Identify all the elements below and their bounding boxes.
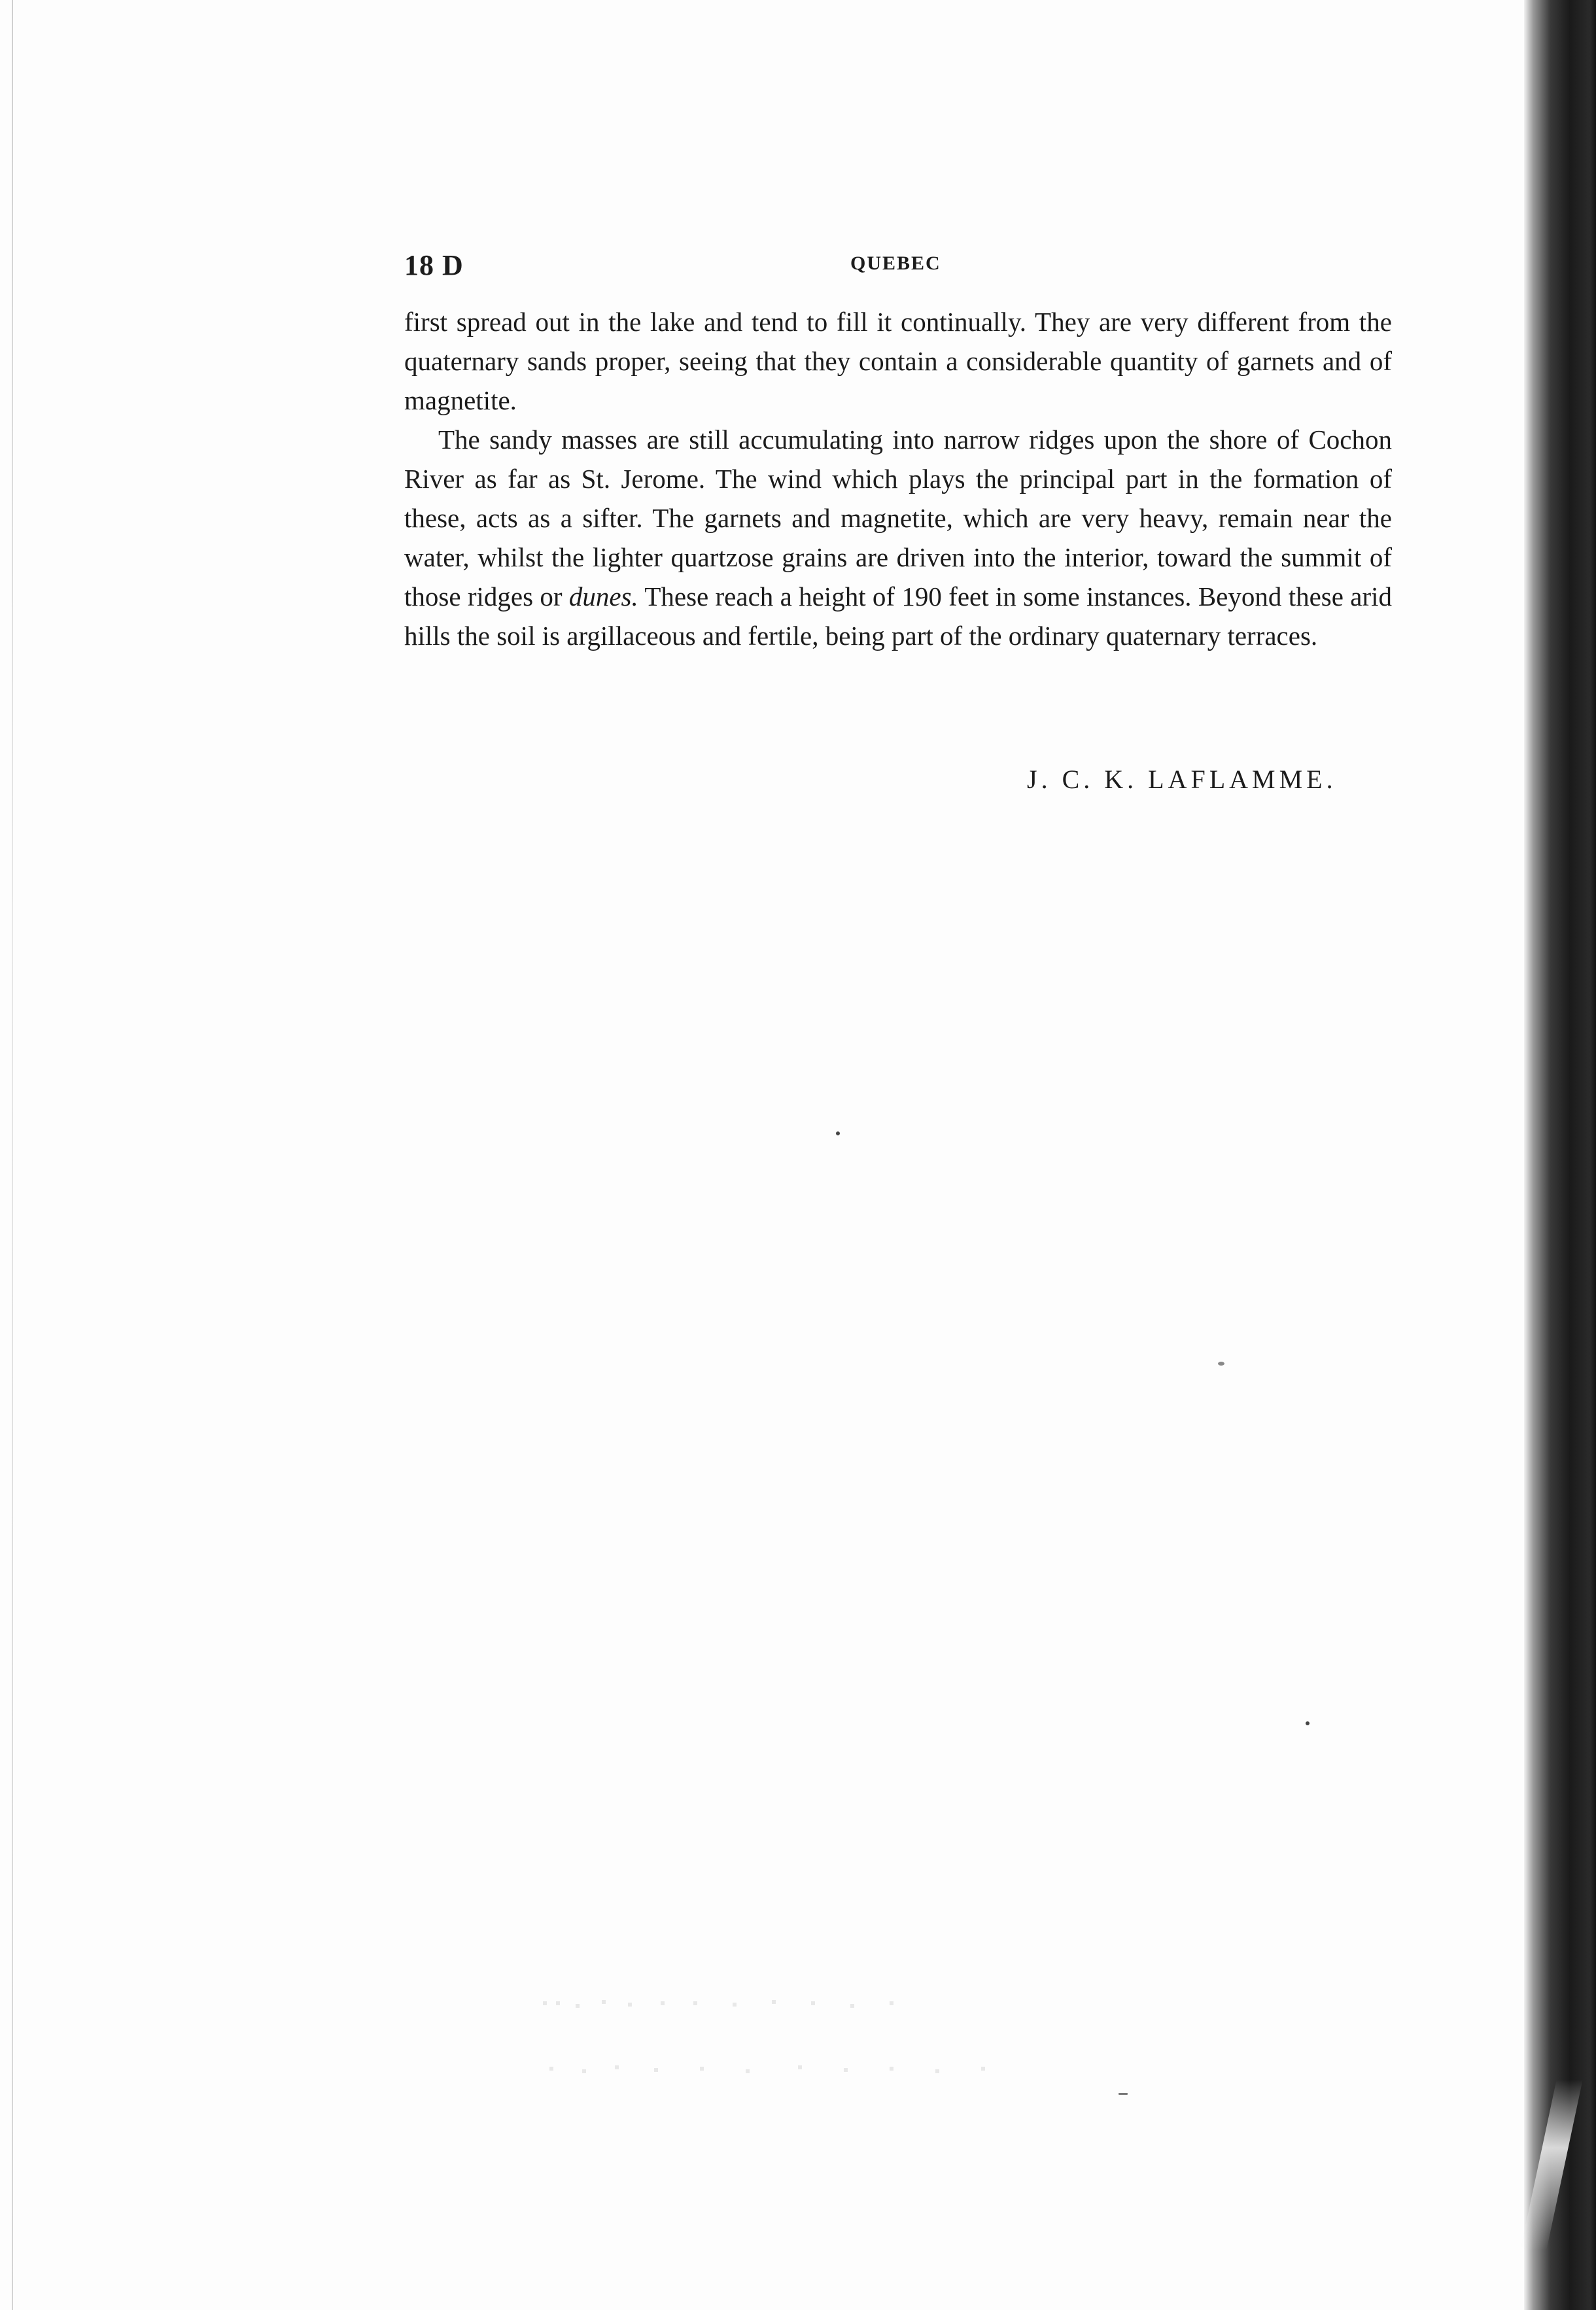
- binding-edge: [1524, 0, 1596, 2310]
- page-header: [404, 249, 947, 288]
- page-left-edge: [12, 0, 13, 2310]
- body-text: [404, 302, 1392, 655]
- paragraph-1: [404, 302, 1392, 420]
- ink-speck: [1119, 2093, 1128, 2095]
- ink-speck: [1218, 1362, 1224, 1366]
- bleed-through-stamp: [536, 1982, 1060, 2132]
- author-signature: J. C. K. LAFLAMME.: [1027, 765, 1337, 794]
- paragraph-2-text-b: These reach a height of 190 feet in some instances. Beyond these arid hills the soil is argillaceous and fertile, being part of the ordinary quaternary terraces.: [404, 581, 1392, 651]
- paragraph-2-text-a: The sandy masses are still accumulating into narrow ridges upon the shore of Cochon River as far as St. Jerome. The wind which plays the principal part in the formation of these, acts as a sifter. The garnets and magnetite, which are very heavy, remain near the water, whilst the lighter quartzose grains are driven into the interior, toward the summit of those ridges or: [404, 424, 1392, 612]
- running-head: QUEBEC: [850, 252, 941, 274]
- paragraph-1-text: first spread out in the lake and tend to fill it continually. They are very different from the quaternary sands proper, seeing that they contain a considerable quantity of garnets and of magnetite.: [404, 307, 1392, 415]
- ink-speck: [836, 1131, 840, 1135]
- paragraph-2-emphasis: dunes.: [568, 581, 638, 612]
- paragraph-2: [404, 420, 1392, 655]
- ink-speck: [1306, 1721, 1310, 1725]
- page-number: 18 D: [404, 249, 464, 281]
